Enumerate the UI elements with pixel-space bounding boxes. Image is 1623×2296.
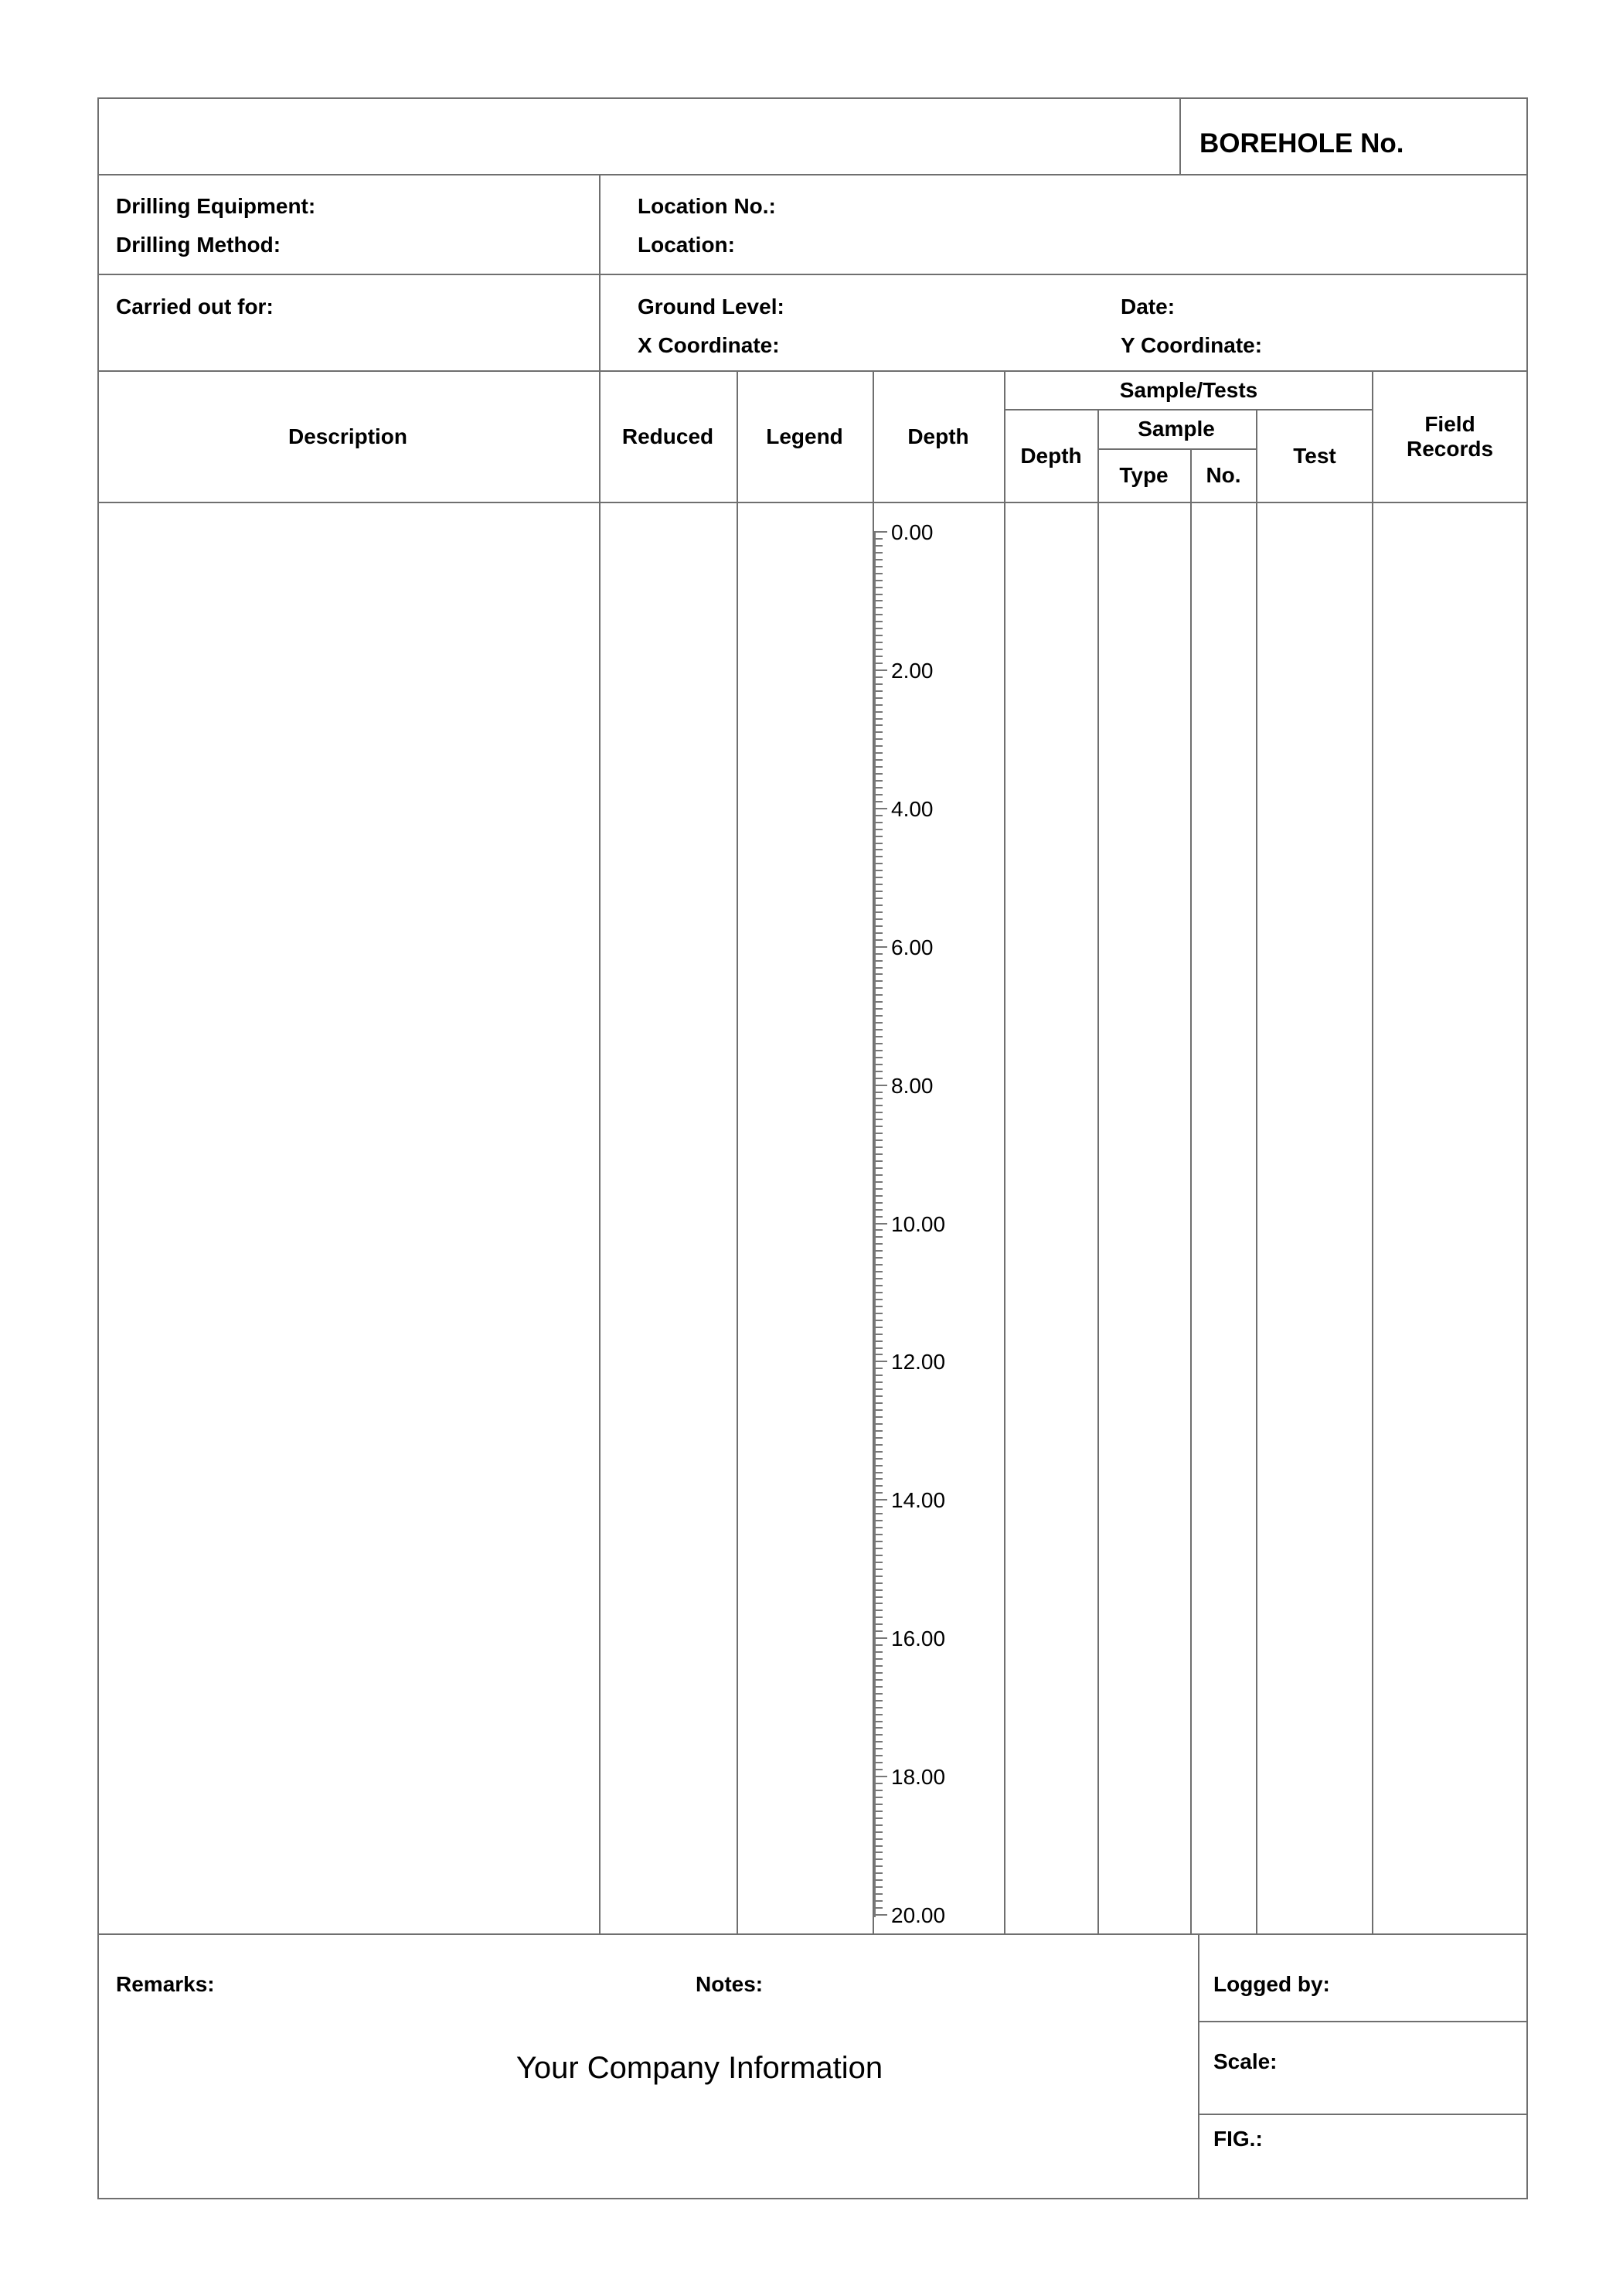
depth-minor-tick (875, 1416, 883, 1418)
depth-minor-tick (875, 1098, 883, 1099)
depth-minor-tick (875, 1762, 883, 1763)
depth-minor-tick (875, 1610, 883, 1611)
depth-minor-tick (875, 1700, 883, 1702)
depth-minor-tick (875, 1181, 883, 1183)
divider-title (97, 174, 1528, 175)
depth-minor-tick (875, 649, 883, 650)
depth-minor-tick (875, 1299, 883, 1300)
depth-minor-tick (875, 573, 883, 574)
depth-minor-tick (875, 580, 883, 581)
location-label: Location: (638, 233, 735, 257)
depth-minor-tick (875, 594, 883, 595)
depth-minor-tick (875, 960, 883, 962)
depth-minor-tick (875, 918, 883, 920)
depth-minor-tick (875, 877, 883, 878)
divider-info-2 (97, 370, 1528, 372)
depth-minor-tick (875, 780, 883, 782)
depth-minor-tick (875, 1057, 883, 1058)
depth-tick-label: 18.00 (891, 1765, 946, 1790)
depth-minor-tick (875, 1209, 883, 1211)
depth-minor-tick (875, 545, 883, 547)
depth-minor-tick (875, 1872, 883, 1874)
depth-minor-tick (875, 1146, 883, 1148)
depth-minor-tick (875, 1112, 883, 1113)
depth-tick-label: 4.00 (891, 796, 934, 821)
depth-minor-tick (875, 1264, 883, 1266)
depth-minor-tick (875, 1693, 883, 1695)
depth-major-tick (875, 946, 887, 948)
depth-minor-tick (875, 815, 883, 816)
depth-minor-tick (875, 1520, 883, 1521)
depth-minor-tick (875, 1001, 883, 1003)
depth-minor-tick (875, 656, 883, 657)
depth-minor-tick (875, 843, 883, 844)
location-no-label: Location No.: (638, 194, 776, 218)
depth-minor-tick (875, 953, 883, 955)
depth-minor-tick (875, 1313, 883, 1314)
depth-minor-tick (875, 663, 883, 664)
depth-minor-tick (875, 891, 883, 892)
depth-minor-tick (875, 1153, 883, 1155)
depth-minor-tick (875, 1327, 883, 1328)
depth-minor-tick (875, 1582, 883, 1584)
depth-minor-tick (875, 987, 883, 989)
depth-major-tick (875, 1637, 887, 1639)
footer-divider-1 (1198, 2021, 1527, 2022)
depth-minor-tick (875, 1139, 883, 1141)
depth-minor-tick (875, 1388, 883, 1390)
depth-minor-tick (875, 1893, 883, 1895)
depth-minor-tick (875, 1078, 883, 1079)
depth-minor-tick (875, 1658, 883, 1660)
depth-minor-tick (875, 566, 883, 567)
drilling-equipment-label: Drilling Equipment: (116, 194, 316, 218)
depth-major-tick (875, 808, 887, 809)
divider-header-bottom (97, 502, 1528, 503)
frame-bottom (97, 2198, 1528, 2199)
depth-minor-tick (875, 1569, 883, 1570)
col-line-description (599, 370, 601, 502)
depth-minor-tick (875, 822, 883, 823)
depth-minor-tick (875, 1783, 883, 1784)
depth-minor-tick (875, 635, 883, 636)
col-line-sample-depth (1004, 370, 1005, 1934)
depth-minor-tick (875, 1402, 883, 1404)
depth-major-tick (875, 1361, 887, 1362)
depth-minor-tick (875, 1437, 883, 1439)
depth-major-tick (875, 1223, 887, 1225)
depth-minor-tick (875, 1465, 883, 1467)
depth-minor-tick (875, 587, 883, 588)
depth-minor-tick (875, 1444, 883, 1446)
notes-label: Notes: (696, 1972, 764, 1996)
col-line-no (1190, 448, 1192, 1934)
depth-minor-tick (875, 980, 883, 982)
depth-minor-tick (875, 711, 883, 713)
depth-tick-label: 8.00 (891, 1073, 934, 1098)
depth-major-tick (875, 1085, 887, 1086)
depth-minor-tick (875, 1306, 883, 1307)
col-header-sample-depth: Depth (1020, 444, 1082, 468)
y-coordinate-label: Y Coordinate: (1121, 333, 1263, 357)
depth-tick-label: 12.00 (891, 1350, 946, 1375)
depth-minor-tick (875, 718, 883, 720)
depth-minor-tick (875, 642, 883, 643)
depth-minor-tick (875, 628, 883, 629)
depth-minor-tick (875, 1381, 883, 1383)
depth-minor-tick (875, 676, 883, 678)
col-header-description: Description (288, 424, 408, 448)
depth-minor-tick (875, 1354, 883, 1355)
depth-minor-tick (875, 939, 883, 941)
depth-minor-tick (875, 704, 883, 706)
col-header-legend: Legend (766, 424, 843, 448)
depth-minor-tick (875, 1050, 883, 1051)
col-line-type (1097, 410, 1099, 1934)
depth-minor-tick (875, 863, 883, 864)
depth-minor-tick (875, 1714, 883, 1715)
depth-minor-tick (875, 1623, 883, 1625)
borehole-number-label: BOREHOLE No. (1199, 128, 1404, 158)
date-label: Date: (1121, 295, 1176, 319)
depth-minor-tick (875, 1409, 883, 1411)
depth-minor-tick (875, 697, 883, 699)
depth-minor-tick (875, 1562, 883, 1563)
depth-minor-tick (875, 801, 883, 802)
depth-tick-label: 2.00 (891, 658, 934, 683)
depth-minor-tick (875, 1651, 883, 1653)
ground-level-label: Ground Level: (638, 295, 784, 319)
depth-minor-tick (875, 1644, 883, 1646)
depth-minor-tick (875, 1845, 883, 1847)
depth-minor-tick (875, 1589, 883, 1591)
depth-minor-tick (875, 1541, 883, 1542)
carried-out-for-label: Carried out for: (116, 295, 274, 319)
depth-minor-tick (875, 1375, 883, 1376)
depth-minor-tick (875, 1126, 883, 1127)
depth-minor-tick (875, 559, 883, 560)
depth-minor-tick (875, 1548, 883, 1549)
depth-minor-tick (875, 1347, 883, 1349)
divider-footer-top (97, 1933, 1528, 1935)
title-separator (1179, 97, 1181, 175)
depth-minor-tick (875, 1824, 883, 1826)
depth-minor-tick (875, 1368, 883, 1369)
depth-minor-tick (875, 1229, 883, 1231)
depth-tick-label: 20.00 (891, 1903, 946, 1927)
depth-minor-tick (875, 1748, 883, 1749)
depth-minor-tick (875, 1092, 883, 1093)
depth-minor-tick (875, 1008, 883, 1010)
x-coordinate-label: X Coordinate: (638, 333, 780, 357)
depth-minor-tick (875, 1734, 883, 1736)
depth-minor-tick (875, 1430, 883, 1432)
depth-minor-tick (875, 1334, 883, 1335)
depth-tick-label: 0.00 (891, 520, 934, 544)
depth-minor-tick (875, 1119, 883, 1120)
depth-tick-label: 6.00 (891, 935, 934, 959)
depth-minor-tick (875, 1741, 883, 1742)
depth-minor-tick (875, 1458, 883, 1460)
depth-minor-tick (875, 1900, 883, 1902)
col-line-reduced (599, 502, 601, 1934)
col-line-legend (737, 370, 738, 1934)
footer-separator (1198, 1933, 1199, 2199)
depth-minor-tick (875, 1527, 883, 1528)
depth-minor-tick (875, 1492, 883, 1494)
depth-minor-tick (875, 1797, 883, 1798)
depth-minor-tick (875, 904, 883, 906)
depth-minor-tick (875, 1029, 883, 1030)
fig-label: FIG.: (1213, 2127, 1263, 2151)
frame-left (97, 97, 99, 2199)
depth-minor-tick (875, 1250, 883, 1252)
col-header-field-records-line1: Field (1424, 412, 1475, 436)
depth-minor-tick (875, 1679, 883, 1681)
depth-minor-tick (875, 849, 883, 850)
depth-minor-tick (875, 1817, 883, 1819)
depth-minor-tick (875, 1320, 883, 1321)
depth-minor-tick (875, 1576, 883, 1577)
depth-minor-tick (875, 607, 883, 608)
depth-minor-tick (875, 1534, 883, 1535)
scale-label: Scale: (1213, 2049, 1278, 2073)
depth-major-tick (875, 1499, 887, 1501)
col-line-test (1256, 410, 1257, 1934)
col-header-field-records-line2: Records (1406, 437, 1494, 461)
depth-minor-tick (875, 614, 883, 615)
depth-minor-tick (875, 1036, 883, 1037)
depth-minor-tick (875, 759, 883, 761)
depth-minor-tick (875, 967, 883, 969)
depth-minor-tick (875, 1769, 883, 1770)
remarks-label: Remarks: (116, 1972, 215, 1996)
depth-minor-tick (875, 836, 883, 837)
depth-minor-tick (875, 898, 883, 899)
depth-minor-tick (875, 932, 883, 934)
depth-minor-tick (875, 690, 883, 692)
depth-minor-tick (875, 1022, 883, 1024)
divider-info-1 (97, 274, 1528, 275)
depth-minor-tick (875, 683, 883, 685)
depth-minor-tick (875, 1188, 883, 1190)
depth-minor-tick (875, 1755, 883, 1756)
depth-tick-label: 16.00 (891, 1627, 946, 1651)
depth-minor-tick (875, 1665, 883, 1667)
depth-minor-tick (875, 1879, 883, 1881)
depth-minor-tick (875, 1478, 883, 1480)
depth-major-tick (875, 1776, 887, 1777)
depth-minor-tick (875, 1727, 883, 1729)
depth-minor-tick (875, 1555, 883, 1556)
col-header-type: Type (1119, 463, 1169, 487)
depth-minor-tick (875, 1513, 883, 1514)
depth-minor-tick (875, 1285, 883, 1286)
depth-minor-tick (875, 1811, 883, 1812)
depth-minor-tick (875, 794, 883, 795)
depth-minor-tick (875, 1838, 883, 1840)
col-header-depth: Depth (907, 424, 969, 448)
depth-minor-tick (875, 994, 883, 996)
depth-minor-tick (875, 1043, 883, 1044)
depth-minor-tick (875, 1596, 883, 1598)
depth-minor-tick (875, 884, 883, 885)
depth-minor-tick (875, 1160, 883, 1162)
col-header-reduced: Reduced (621, 424, 714, 448)
depth-minor-tick (875, 787, 883, 789)
depth-major-tick (875, 531, 887, 533)
col-line-field-records (1372, 370, 1373, 1934)
depth-minor-tick (875, 1707, 883, 1708)
col-header-sample-tests: Sample/Tests (1119, 378, 1258, 402)
depth-minor-tick (875, 738, 883, 740)
frame-top (97, 97, 1528, 99)
depth-minor-tick (875, 552, 883, 554)
depth-minor-tick (875, 856, 883, 857)
depth-minor-tick (875, 1485, 883, 1487)
depth-minor-tick (875, 1395, 883, 1397)
sample-tests-underline (1004, 409, 1373, 410)
logged-by-label: Logged by: (1213, 1972, 1330, 1996)
depth-minor-tick (875, 1015, 883, 1017)
depth-minor-tick (875, 1804, 883, 1805)
depth-minor-tick (875, 745, 883, 747)
depth-minor-tick (875, 829, 883, 830)
depth-minor-tick (875, 731, 883, 733)
depth-tick-label: 14.00 (891, 1488, 946, 1513)
depth-minor-tick (875, 1278, 883, 1279)
depth-minor-tick (875, 1907, 883, 1909)
depth-minor-tick (875, 1616, 883, 1618)
depth-minor-tick (875, 1292, 883, 1293)
depth-minor-tick (875, 1472, 883, 1473)
sample-underline (1097, 448, 1257, 450)
frame-right (1526, 97, 1528, 2199)
depth-minor-tick (875, 1831, 883, 1833)
depth-minor-tick (875, 600, 883, 601)
depth-minor-tick (875, 773, 883, 775)
depth-minor-tick (875, 1071, 883, 1072)
depth-minor-tick (875, 1271, 883, 1272)
depth-minor-tick (875, 1886, 883, 1888)
depth-minor-tick (875, 1133, 883, 1134)
depth-minor-tick (875, 925, 883, 927)
depth-minor-tick (875, 1672, 883, 1674)
depth-minor-tick (875, 1721, 883, 1722)
depth-minor-tick (875, 1216, 883, 1218)
col-header-test: Test (1293, 444, 1336, 468)
depth-minor-tick (875, 1236, 883, 1238)
col-header-no: No. (1206, 463, 1241, 487)
depth-minor-tick (875, 973, 883, 975)
depth-minor-tick (875, 752, 883, 754)
depth-minor-tick (875, 1603, 883, 1604)
company-information: Your Company Information (515, 2051, 883, 2085)
depth-minor-tick (875, 1195, 883, 1197)
depth-minor-tick (875, 1451, 883, 1453)
depth-minor-tick (875, 1243, 883, 1245)
depth-minor-tick (875, 1167, 883, 1169)
depth-minor-tick (875, 1506, 883, 1507)
depth-minor-tick (875, 1423, 883, 1425)
footer-divider-2 (1198, 2114, 1527, 2115)
drilling-method-label: Drilling Method: (116, 233, 281, 257)
depth-minor-tick (875, 766, 883, 768)
depth-minor-tick (875, 538, 883, 540)
depth-minor-tick (875, 1105, 883, 1106)
depth-minor-tick (875, 1851, 883, 1853)
depth-minor-tick (875, 1202, 883, 1204)
depth-minor-tick (875, 1790, 883, 1791)
depth-minor-tick (875, 1630, 883, 1632)
depth-minor-tick (875, 621, 883, 622)
depth-minor-tick (875, 870, 883, 871)
depth-minor-tick (875, 724, 883, 726)
depth-major-tick (875, 669, 887, 671)
depth-minor-tick (875, 911, 883, 913)
depth-minor-tick (875, 1174, 883, 1176)
depth-minor-tick (875, 1257, 883, 1259)
col-header-sample: Sample (1138, 417, 1215, 441)
depth-minor-tick (875, 1686, 883, 1688)
depth-tick-label: 10.00 (891, 1211, 946, 1236)
depth-minor-tick (875, 1340, 883, 1342)
depth-minor-tick (875, 1064, 883, 1065)
depth-minor-tick (875, 1865, 883, 1867)
depth-minor-tick (875, 1858, 883, 1860)
depth-major-tick (875, 1914, 887, 1916)
